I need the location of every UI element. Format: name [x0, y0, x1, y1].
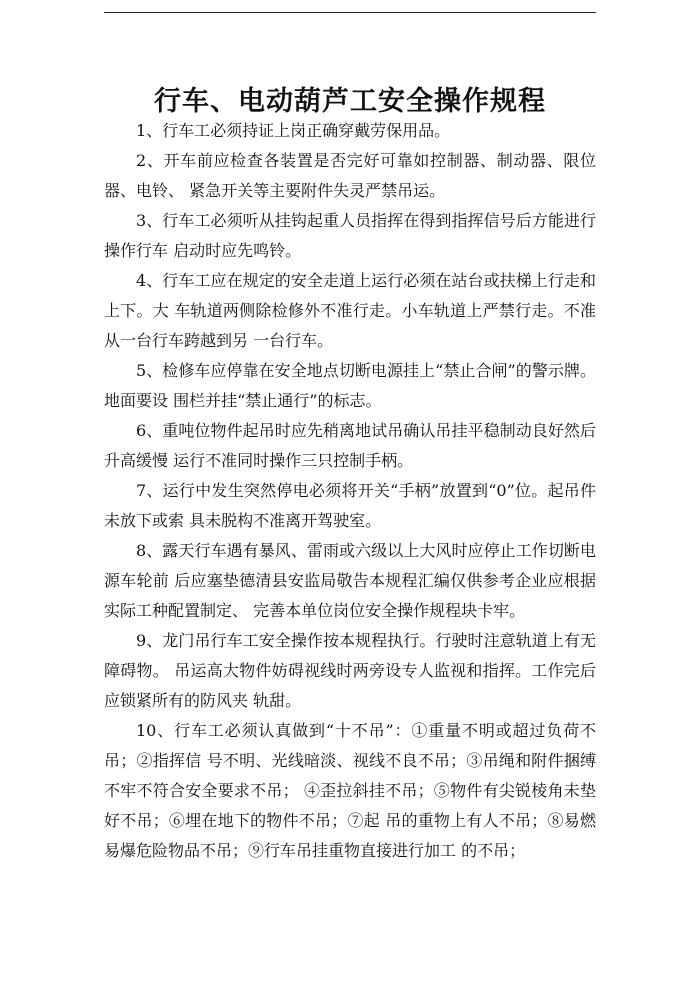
paragraph-9: 9、龙门吊行车工安全操作按本规程执行。行驶时注意轨道上有无障碍物。 吊运高大物件妨碍视线时两旁设专人监视和指挥。工作完后应锁紧所有的防风夹 轨甜。 [104, 631, 596, 710]
paragraph-7: 7、运行中发生突然停电必须将开关“手柄”放置到“0”位。起吊件未放下或索 具未脱构不准离开驾驶室。 [104, 481, 596, 530]
document-title: 行车、电动葫芦工安全操作规程 [154, 86, 546, 118]
paragraph-3: 3、行车工必须听从挂钩起重人员指挥在得到指挥信号后方能进行操作行车 启动时应先鸣铃。 [104, 211, 596, 260]
paragraph-2: 2、开车前应检查各装置是否完好可靠如控制器、制动器、限位器、电铃、 紧急开关等主要附件失灵严禁吊运。 [104, 151, 596, 200]
paragraph-8: 8、露天行车遇有暴风、雷雨或六级以上大风时应停止工作切断电源车轮前 后应塞垫德清县安监局敬告本规程汇编仅供参考企业应根据实际工种配置制定、 完善本单位岗位安全操作规程块卡牢。 [104, 541, 596, 620]
paragraph-4: 4、行车工应在规定的安全走道上运行必须在站台或扶梯上行走和上下。大 车轨道两侧除检修外不准行走。小车轨道上严禁行走。不准从一台行车跨越到另 一台行车。 [104, 271, 596, 350]
paragraph-6: 6、重吨位物件起吊时应先稍离地试吊确认吊挂平稳制动良好然后升高缓慢 运行不准同时操作三只控制手柄。 [104, 421, 596, 470]
paragraph-10: 10、行车工必须认真做到“十不吊”：①重量不明或超过负荷不吊；②指挥信 号不明、光线暗淡、视线不良不吊；③吊绳和附件捆缚不牢不符合安全要求不吊； ④歪拉斜挂不吊；⑤物件有尖锐棱角未垫好不吊；⑥埋在地下的物件不吊；⑦起 吊的重物上有人不吊；⑧易燃易爆危险物品不吊；⑨行车吊挂重物直接进行加工 的不吊； [104, 721, 596, 860]
paragraph-1: 1、行车工必须持证上岗正确穿戴劳保用品。 [136, 121, 451, 140]
header-rule [104, 12, 596, 13]
paragraph-5: 5、检修车应停靠在安全地点切断电源挂上“禁止合闸”的警示牌。地面要设 围栏并挂“禁止通行”的标志。 [104, 361, 596, 410]
document-body [104, 116, 596, 866]
